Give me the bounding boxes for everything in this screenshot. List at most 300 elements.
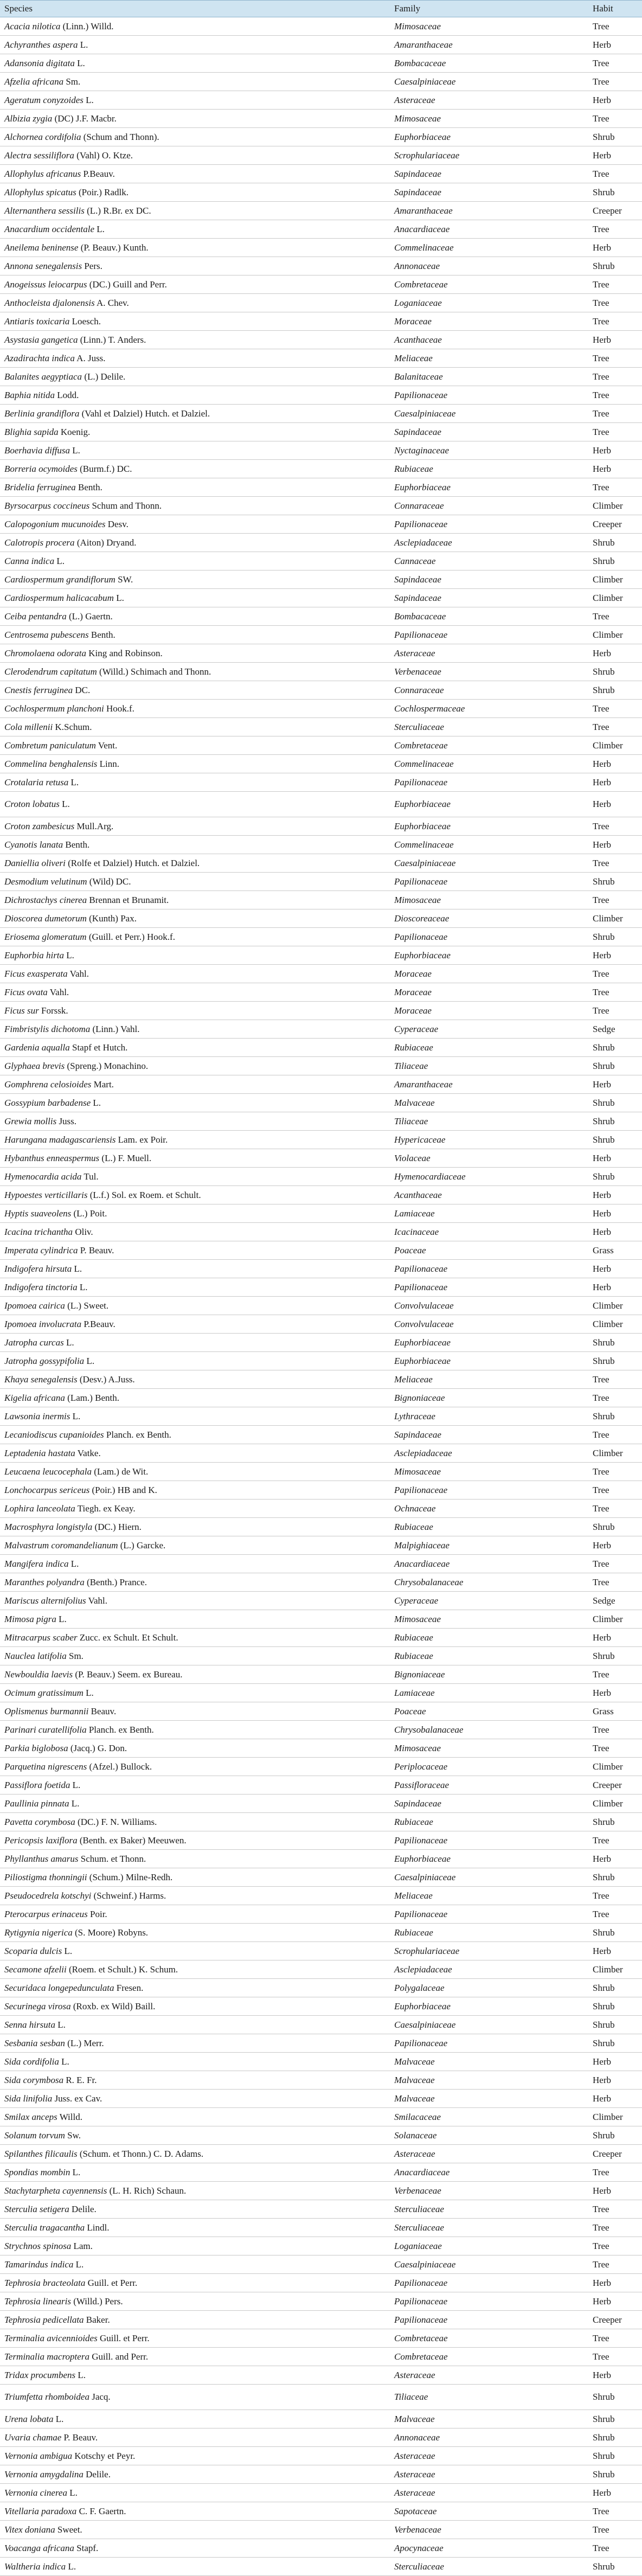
table-row [0, 2311, 642, 2329]
table-row [0, 2034, 642, 2053]
species-cell [0, 2034, 390, 2053]
species-name: Centrosema pubescens [4, 629, 89, 640]
habit-cell: Herb [588, 441, 642, 460]
table-row [0, 2145, 642, 2163]
species-cell [0, 1112, 390, 1131]
table-row [0, 571, 642, 589]
species-authority: (Schweinf.) Harms. [93, 1890, 166, 1901]
habit-cell: Climber [588, 571, 642, 589]
column-header-species: Species [0, 1, 390, 17]
family-cell: Poaceae [390, 1702, 588, 1721]
family-cell: Cyperaceae [390, 1592, 588, 1610]
species-authority: L. [71, 1798, 80, 1809]
family-cell: Cannaceae [390, 552, 588, 571]
species-authority: (Linn.) T. Anders. [80, 334, 146, 345]
table-row [0, 312, 642, 331]
species-cell [0, 460, 390, 478]
family-cell: Malvaceae [390, 2071, 588, 2090]
species-name: Ocimum gratissimum [4, 1687, 84, 1698]
species-name: Alternanthera sessilis [4, 205, 85, 216]
species-cell [0, 1518, 390, 1536]
species-cell [0, 2428, 390, 2447]
habit-cell: Tree [588, 1370, 642, 1389]
table-row [0, 275, 642, 294]
species-name: Tamarindus indica [4, 2259, 74, 2270]
habit-cell: Tree [588, 1389, 642, 1407]
family-cell: Papilionaceae [390, 1481, 588, 1500]
species-authority: Guill. et Perr. [99, 2333, 150, 2343]
habit-cell: Herb [588, 2090, 642, 2108]
table-row [0, 2108, 642, 2126]
habit-cell: Shrub [588, 1407, 642, 1426]
family-cell: Meliaceae [390, 1370, 588, 1389]
species-authority: L. [116, 592, 124, 603]
species-authority: L. [86, 1687, 94, 1698]
species-name: Nauclea latifolia [4, 1650, 67, 1661]
habit-cell: Tree [588, 220, 642, 239]
species-name: Fimbristylis dichotoma [4, 1023, 91, 1034]
table-row [0, 1352, 642, 1370]
species-authority: (L.) Delile. [84, 371, 126, 382]
habit-cell: Shrub [588, 1997, 642, 2016]
family-cell: Moraceae [390, 965, 588, 983]
species-name: Borreria ocymoides [4, 463, 78, 474]
species-authority: (Aiton) Dryand. [76, 537, 137, 548]
species-name: Anacardium occidentale [4, 223, 95, 234]
species-authority: Stapf et Hutch. [72, 1042, 128, 1053]
family-cell: Commelinaceae [390, 836, 588, 854]
habit-cell: Tree [588, 1721, 642, 1739]
table-row [0, 1204, 642, 1223]
species-authority: L. [79, 1281, 88, 1292]
table-row [0, 1629, 642, 1647]
habit-cell: Tree [588, 1831, 642, 1850]
table-row [0, 1739, 642, 1758]
species-authority: (DC.) Guill and Perr. [89, 279, 167, 290]
table-row [0, 36, 642, 54]
table-row [0, 460, 642, 478]
family-cell: Euphorbiaceae [390, 946, 588, 965]
family-cell: Malvaceae [390, 2090, 588, 2108]
species-name: Pericopsis laxiflora [4, 1835, 78, 1846]
family-cell: Euphorbiaceae [390, 1334, 588, 1352]
species-name: Cyanotis lanata [4, 839, 63, 850]
habit-cell: Shrub [588, 128, 642, 146]
table-row [0, 1389, 642, 1407]
species-name: Indigofera tinctoria [4, 1281, 78, 1292]
family-cell: Icacinaceae [390, 1223, 588, 1241]
species-cell [0, 2410, 390, 2428]
table-row [0, 1610, 642, 1629]
family-cell: Anacardiaceae [390, 220, 588, 239]
family-cell: Amaranthaceae [390, 202, 588, 220]
species-name: Commelina benghalensis [4, 758, 98, 769]
species-authority: Delile. [86, 2469, 111, 2479]
habit-cell: Tree [588, 1555, 642, 1573]
table-row [0, 1297, 642, 1315]
habit-cell: Tree [588, 405, 642, 423]
family-cell: Violaceae [390, 1149, 588, 1168]
species-name: Balanites aegyptiaca [4, 371, 82, 382]
habit-cell: Tree [588, 891, 642, 909]
habit-cell: Shrub [588, 1168, 642, 1186]
species-name: Boerhavia diffusa [4, 445, 70, 456]
species-cell [0, 1186, 390, 1204]
habit-cell: Shrub [588, 2428, 642, 2447]
species-cell [0, 1702, 390, 1721]
table-row [0, 1186, 642, 1204]
species-name: Sterculia setigera [4, 2203, 69, 2214]
habit-cell: Climber [588, 1610, 642, 1629]
family-cell: Asteraceae [390, 644, 588, 663]
table-row [0, 2410, 642, 2428]
species-name: Leucaena leucocephala [4, 1466, 92, 1477]
species-name: Eriosema glomeratum [4, 931, 87, 942]
family-cell: Papilionaceae [390, 1260, 588, 1278]
species-cell [0, 2182, 390, 2200]
species-authority: Juss. [59, 1116, 77, 1126]
table-row [0, 589, 642, 607]
table-row [0, 1444, 642, 1463]
species-authority: Hook.f. [106, 703, 134, 714]
habit-cell: Tree [588, 2237, 642, 2255]
habit-cell: Tree [588, 1905, 642, 1924]
family-cell: Combretaceae [390, 2348, 588, 2366]
species-authority: Willd. [59, 2111, 82, 2122]
species-cell [0, 73, 390, 91]
habit-cell: Tree [588, 17, 642, 36]
habit-cell: Shrub [588, 552, 642, 571]
family-cell: Caesalpiniaceae [390, 73, 588, 91]
table-row [0, 1555, 642, 1573]
species-cell [0, 946, 390, 965]
habit-cell: Climber [588, 589, 642, 607]
table-row [0, 2329, 642, 2348]
table-row [0, 1518, 642, 1536]
table-row [0, 1905, 642, 1924]
table-row [0, 644, 642, 663]
species-name: Albizia zygia [4, 113, 53, 124]
family-cell: Caesalpiniaceae [390, 1868, 588, 1887]
species-authority: DC. [75, 684, 91, 695]
family-cell: Rubiaceae [390, 1518, 588, 1536]
table-row [0, 946, 642, 965]
species-name: Harungana madagascariensis [4, 1134, 116, 1145]
species-cell [0, 681, 390, 700]
species-cell [0, 441, 390, 460]
habit-cell: Herb [588, 1278, 642, 1297]
habit-cell: Shrub [588, 1094, 642, 1112]
family-cell: Euphorbiaceae [390, 1850, 588, 1868]
habit-cell: Tree [588, 854, 642, 873]
species-name: Asystasia gangetica [4, 334, 78, 345]
family-cell: Bignoniaceae [390, 1389, 588, 1407]
family-cell: Cyperaceae [390, 1020, 588, 1039]
family-cell: Ochnaceae [390, 1500, 588, 1518]
species-cell [0, 2274, 390, 2292]
table-row [0, 423, 642, 441]
family-cell: Meliaceae [390, 349, 588, 368]
species-name: Baphia nitida [4, 389, 55, 400]
species-name: Sesbania sesban [4, 2037, 65, 2048]
species-name: Piliostigma thonningii [4, 1872, 87, 1882]
habit-cell: Herb [588, 1942, 642, 1960]
species-cell [0, 644, 390, 663]
species-authority: Benth. [65, 839, 90, 850]
family-cell: Rubiaceae [390, 1813, 588, 1831]
species-cell [0, 2484, 390, 2502]
table-row [0, 2521, 642, 2539]
table-row [0, 239, 642, 257]
species-name: Vitex doniana [4, 2524, 55, 2535]
column-header-habit: Habit [588, 1, 642, 17]
species-cell [0, 1204, 390, 1223]
species-cell [0, 2465, 390, 2484]
species-cell [0, 36, 390, 54]
species-name: Rytigynia nigerica [4, 1927, 73, 1938]
table-row [0, 534, 642, 552]
species-name: Tephrosia linearis [4, 2296, 71, 2306]
species-cell [0, 552, 390, 571]
family-cell: Sapindaceae [390, 589, 588, 607]
table-row [0, 2053, 642, 2071]
habit-cell: Herb [588, 2292, 642, 2311]
table-row [0, 478, 642, 497]
table-row [0, 1573, 642, 1592]
species-cell [0, 1647, 390, 1665]
family-cell: Anacardiaceae [390, 1555, 588, 1573]
species-name: Sterculia tragacantha [4, 2222, 85, 2233]
species-authority: Forssk. [41, 1005, 68, 1016]
table-row [0, 2385, 642, 2410]
species-authority: Sm. [69, 1650, 84, 1661]
species-cell [0, 1039, 390, 1057]
species-name: Gomphrena celosioides [4, 1079, 92, 1090]
habit-cell: Tree [588, 1426, 642, 1444]
species-authority: L. [56, 555, 65, 566]
habit-cell: Shrub [588, 1039, 642, 1057]
species-name: Newbouldia laevis [4, 1669, 73, 1680]
species-authority: P.Beauv. [83, 168, 115, 179]
habit-cell: Tree [588, 2521, 642, 2539]
table-row [0, 1684, 642, 1702]
species-authority: Linn. [99, 758, 120, 769]
species-name: Securinega virosa [4, 2001, 71, 2011]
species-name: Ceiba pentandra [4, 611, 67, 621]
species-name: Clerodendrum capitatum [4, 666, 97, 677]
species-name: Sida linifolia [4, 2093, 53, 2104]
table-row [0, 368, 642, 386]
species-authority: Vahl. [49, 986, 69, 997]
family-cell: Mimosaceae [390, 1610, 588, 1629]
table-row [0, 73, 642, 91]
species-name: Cardiospermum grandiflorum [4, 574, 115, 585]
habit-cell: Tree [588, 1573, 642, 1592]
habit-cell: Climber [588, 1444, 642, 1463]
species-name: Uvaria chamae [4, 2432, 62, 2443]
species-name: Croton zambesicus [4, 821, 75, 831]
habit-cell: Shrub [588, 2465, 642, 2484]
species-name: Solanum torvum [4, 2130, 65, 2141]
species-authority: (Willd.) Schimach and Thonn. [99, 666, 211, 677]
habit-cell: Tree [588, 423, 642, 441]
species-cell [0, 736, 390, 755]
table-row [0, 836, 642, 854]
species-name: Pavetta corymbosa [4, 1816, 75, 1827]
species-cell [0, 534, 390, 552]
table-row [0, 1960, 642, 1979]
species-name: Cnestis ferruginea [4, 684, 73, 695]
habit-cell: Shrub [588, 2385, 642, 2410]
family-cell: Smilacaceae [390, 2108, 588, 2126]
species-name: Grewia mollis [4, 1116, 57, 1126]
table-row [0, 220, 642, 239]
table-row [0, 965, 642, 983]
species-authority: Zucc. ex Schult. Et Schult. [79, 1632, 178, 1643]
species-name: Kigelia africana [4, 1392, 65, 1403]
species-name: Oplismenus burmannii [4, 1706, 89, 1716]
habit-cell: Tree [588, 817, 642, 836]
species-authority: Kotschy et Peyr. [74, 2450, 136, 2461]
family-cell: Mimosaceae [390, 1463, 588, 1481]
species-cell [0, 2053, 390, 2071]
species-cell [0, 2237, 390, 2255]
table-row [0, 1868, 642, 1887]
species-authority: Vahl. [69, 968, 89, 979]
habit-cell: Tree [588, 983, 642, 1002]
table-row [0, 1702, 642, 1721]
table-row [0, 792, 642, 817]
family-cell: Balanitaceae [390, 368, 588, 386]
species-name: Pseudocedrela kotschyi [4, 1890, 92, 1901]
habit-cell: Herb [588, 792, 642, 817]
species-cell [0, 1278, 390, 1297]
family-cell: Periplocaceae [390, 1758, 588, 1776]
habit-cell: Grass [588, 1702, 642, 1721]
table-row [0, 110, 642, 128]
habit-cell: Tree [588, 1739, 642, 1758]
species-authority: Delile. [72, 2203, 97, 2214]
family-cell: Rubiaceae [390, 1924, 588, 1942]
family-cell: Bombacaceae [390, 54, 588, 73]
species-name: Hyptis suaveolens [4, 1208, 72, 1219]
species-cell [0, 836, 390, 854]
habit-cell: Climber [588, 1795, 642, 1813]
table-row [0, 331, 642, 349]
habit-cell: Climber [588, 626, 642, 644]
table-row [0, 983, 642, 1002]
species-authority: L. [72, 2167, 81, 2177]
table-row [0, 755, 642, 773]
table-row [0, 773, 642, 792]
species-name: Spondias mombin [4, 2167, 70, 2177]
table-row [0, 1942, 642, 1960]
family-cell: Euphorbiaceae [390, 1352, 588, 1370]
species-cell [0, 294, 390, 312]
species-name: Parquetina nigrescens [4, 1761, 87, 1772]
species-authority: (Benth.) Prance. [87, 1577, 147, 1587]
family-cell: Asteraceae [390, 2145, 588, 2163]
family-cell: Papilionaceae [390, 1278, 588, 1297]
species-cell [0, 146, 390, 165]
species-cell [0, 312, 390, 331]
family-cell: Apocynaceae [390, 2539, 588, 2558]
species-authority: L. [93, 1097, 101, 1108]
family-cell: Asteraceae [390, 2447, 588, 2465]
habit-cell: Herb [588, 1186, 642, 1204]
species-cell [0, 239, 390, 257]
table-row [0, 91, 642, 110]
species-name: Acacia nilotica [4, 21, 61, 31]
habit-cell: Creeper [588, 2145, 642, 2163]
habit-cell: Herb [588, 2484, 642, 2502]
species-name: Ficus exasperata [4, 968, 68, 979]
habit-cell: Tree [588, 718, 642, 736]
family-cell: Passifloraceae [390, 1776, 588, 1795]
species-name: Triumfetta rhomboidea [4, 2392, 89, 2402]
species-name: Jatropha gossypifolia [4, 1355, 85, 1366]
species-name: Parkia biglobosa [4, 1742, 68, 1753]
table-row [0, 1131, 642, 1149]
species-cell [0, 773, 390, 792]
species-name: Voacanga africana [4, 2542, 74, 2553]
species-cell [0, 589, 390, 607]
table-row [0, 1149, 642, 1168]
habit-cell: Tree [588, 110, 642, 128]
species-name: Spilanthes filicaulis [4, 2148, 78, 2159]
species-authority: (Guill. et Perr.) Hook.f. [88, 931, 175, 942]
habit-cell: Tree [588, 1500, 642, 1518]
habit-cell: Shrub [588, 1924, 642, 1942]
species-name: Tephrosia bracteolata [4, 2277, 86, 2288]
species-name: Cochlospermum planchoni [4, 703, 104, 714]
species-name: Anthocleista djalonensis [4, 297, 95, 308]
table-row [0, 441, 642, 460]
species-authority: L. [97, 223, 105, 234]
species-cell [0, 663, 390, 681]
family-cell: Lythraceae [390, 1407, 588, 1426]
species-name: Lawsonia inermis [4, 1411, 70, 1421]
family-cell: Combretaceae [390, 275, 588, 294]
species-cell [0, 2502, 390, 2521]
family-cell: Papilionaceae [390, 1905, 588, 1924]
family-cell: Papilionaceae [390, 386, 588, 405]
table-row [0, 854, 642, 873]
species-authority: Juss. ex Cav. [54, 2093, 102, 2104]
species-name: Combretum paniculatum [4, 740, 96, 751]
species-authority: P. Beauv. [63, 2432, 98, 2443]
habit-cell: Herb [588, 36, 642, 54]
habit-cell: Tree [588, 2255, 642, 2274]
table-row [0, 2484, 642, 2502]
species-cell [0, 571, 390, 589]
family-cell: Sterculiaceae [390, 2200, 588, 2219]
species-cell [0, 405, 390, 423]
family-cell: Rubiaceae [390, 1629, 588, 1647]
species-authority: Sw. [67, 2130, 81, 2141]
habit-cell: Herb [588, 644, 642, 663]
species-authority: Desv. [107, 518, 129, 529]
species-cell [0, 1592, 390, 1610]
species-name: Indigofera hirsuta [4, 1263, 72, 1274]
habit-cell: Sedge [588, 1592, 642, 1610]
species-cell [0, 497, 390, 515]
species-authority: Guill. and Perr. [92, 2351, 149, 2362]
species-authority: L. [75, 2259, 84, 2270]
habit-cell: Creeper [588, 2311, 642, 2329]
species-authority: (Linn.) Vahl. [92, 1023, 140, 1034]
species-authority: (P. Beauv.) Seem. ex Bureau. [75, 1669, 183, 1680]
